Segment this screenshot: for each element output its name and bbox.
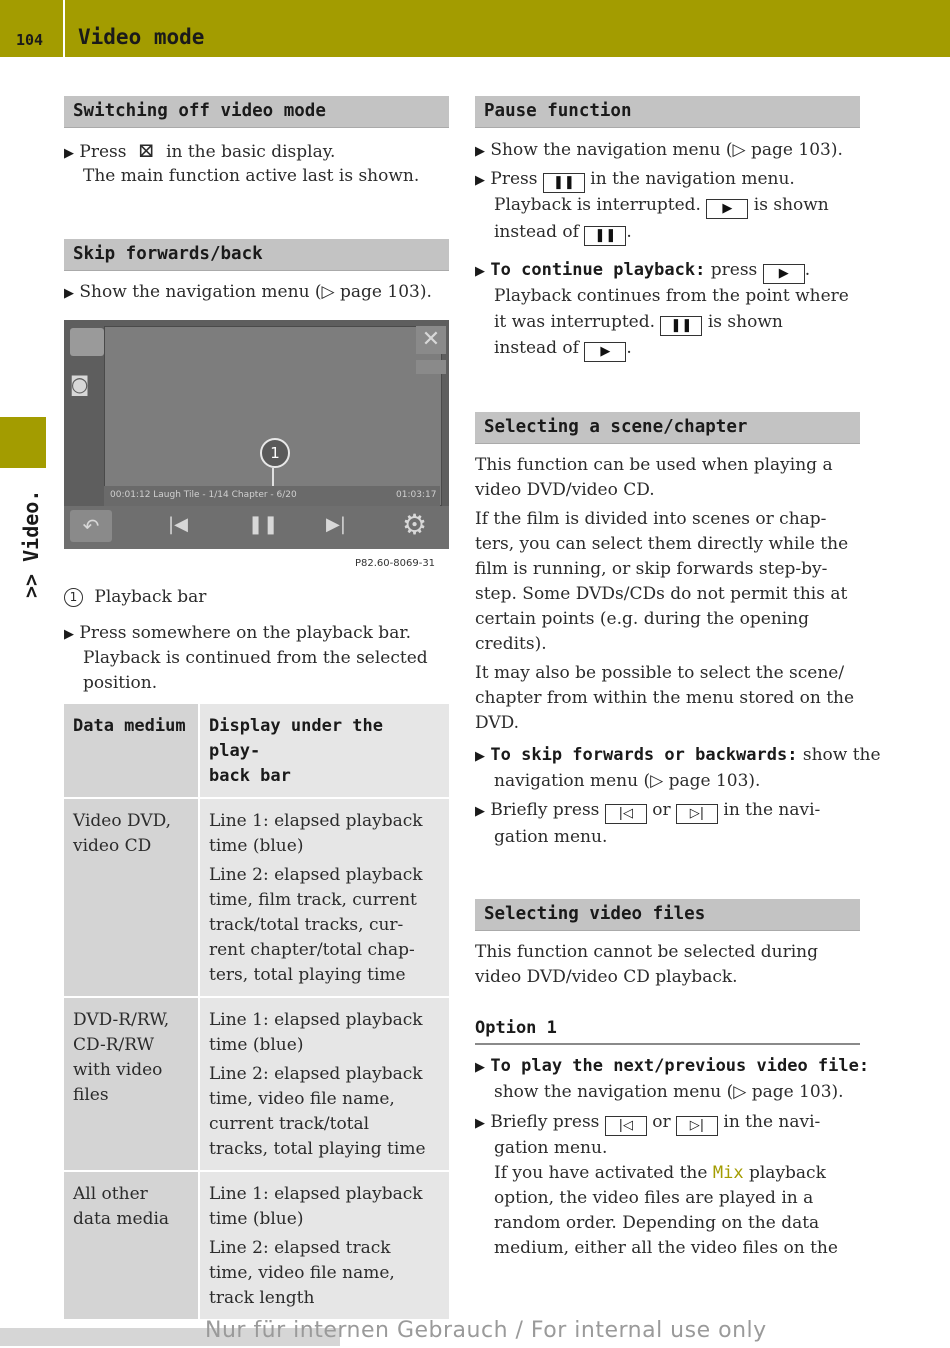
cell-paragraph [209, 863, 440, 988]
header-line: Display under the play- [209, 716, 383, 761]
files-step-1-cont: show the navigation menu (▷ page 103). [494, 1082, 844, 1102]
press-bar-result: Playback is continued from the selected [83, 648, 428, 668]
table-header-cell: Data medium [64, 704, 199, 798]
files-step-2-cont: medium, either all the video files on the [494, 1238, 838, 1258]
step-text: instead of [494, 338, 579, 358]
callout-number-icon: 1 [64, 588, 83, 607]
step-text: If you have activated the [494, 1163, 708, 1183]
scene-paragraph: certain points (e.g. during the opening [475, 609, 809, 629]
step-text: Press [79, 142, 127, 162]
section-heading-scene: Selecting a scene/chapter [475, 412, 860, 444]
bullet-triangle-icon: ▶ [475, 804, 485, 819]
pause-step-3-result: Playback continues from the point where [494, 286, 849, 306]
scene-paragraph: DVD. [475, 713, 520, 733]
option-divider [475, 1043, 860, 1045]
step-text: press [710, 260, 758, 280]
step-text: Playback is interrupted. [494, 195, 701, 215]
step-text: instead of [494, 222, 579, 242]
cell-line: files [73, 1085, 109, 1105]
switching-off-result: The main function active last is shown. [83, 166, 420, 186]
press-bar-step [64, 621, 411, 647]
table-header-row [64, 704, 449, 798]
table-cell-medium [64, 997, 199, 1171]
cell-paragraph [209, 1236, 440, 1311]
cell-line: Line 2: elapsed playback [209, 865, 423, 885]
table-cell-display [199, 1171, 449, 1320]
step-text: show the [802, 745, 881, 765]
scene-paragraph: step. Some DVDs/CDs do not permit this at [475, 584, 848, 604]
data-medium-table [64, 704, 449, 1321]
pause-step-2-result: instead of ❚❚ . [494, 220, 632, 246]
cell-paragraph [209, 1008, 440, 1058]
step-text: Press somewhere on the playback bar. [79, 623, 411, 643]
table-cell-display [199, 997, 449, 1171]
bullet-triangle-icon: ▶ [475, 1060, 485, 1075]
step-bold-label: To continue playback: [490, 260, 706, 280]
switching-off-step [64, 138, 335, 166]
skip-step [64, 280, 432, 306]
side-tab-label: >> Video. [19, 489, 43, 598]
cell-paragraph [209, 1182, 440, 1232]
step-text: in the navigation menu. [590, 169, 795, 189]
pause-step-2 [475, 167, 795, 193]
mix-option-label: Mix [712, 1163, 744, 1183]
play-key-icon: ▶ [706, 199, 748, 219]
step-text: Briefly press [490, 1112, 600, 1132]
scene-paragraph: It may also be possible to select the scene/ [475, 663, 845, 683]
pause-step-3-result: instead of ▶ . [494, 336, 632, 362]
figure-id: P82.60-8069-31 [355, 558, 436, 569]
callout-1: 1 [260, 438, 290, 468]
files-step-2 [475, 1110, 820, 1136]
table-cell-display [199, 798, 449, 997]
next-key-icon: ▷| [676, 1116, 718, 1136]
bullet-triangle-icon: ▶ [475, 144, 485, 159]
step-bold-label: To play the next/previous video file: [490, 1056, 870, 1076]
cell-line: Line 1: elapsed playback [209, 811, 423, 831]
step-text: playback [748, 1163, 826, 1183]
scene-paragraph: chapter from within the menu stored on the [475, 688, 855, 708]
table-row [64, 1171, 449, 1320]
step-text: or [652, 1112, 671, 1132]
cell-line: Line 1: elapsed playback [209, 1184, 423, 1204]
cell-line: ters, total playing time [209, 965, 406, 985]
scene-step-1 [475, 743, 881, 769]
settings-icon[interactable]: ⚙ [402, 508, 428, 541]
files-paragraph: video DVD/video CD playback. [475, 967, 738, 987]
pause-key-icon: ❚❚ [660, 316, 702, 336]
scene-paragraph: credits). [475, 634, 547, 654]
figure-caption [64, 585, 206, 610]
pause-icon[interactable]: ❚❚ [248, 514, 279, 535]
cell-line: track/total tracks, cur- [209, 915, 404, 935]
pause-step-2-result [494, 193, 829, 219]
cell-line: time, video file name, [209, 1089, 395, 1109]
bullet-triangle-icon: ▶ [475, 1116, 485, 1131]
scene-paragraph: ters, you can select them directly while the [475, 534, 849, 554]
bullet-triangle-icon: ▶ [475, 173, 485, 188]
pause-key-icon: ❚❚ [543, 173, 585, 193]
scene-paragraph: video DVD/video CD. [475, 480, 655, 500]
bullet-triangle-icon: ▶ [475, 749, 485, 764]
cell-line: track length [209, 1288, 315, 1308]
play-key-icon: ▶ [584, 342, 626, 362]
cell-line: time (blue) [209, 1035, 304, 1055]
files-step-2-cont: random order. Depending on the data [494, 1213, 820, 1233]
scene-paragraph: film is running, or skip forwards step-by- [475, 559, 828, 579]
table-row [64, 798, 449, 997]
step-text: Briefly press [490, 800, 600, 820]
files-step-2-cont: option, the video files are played in a [494, 1188, 814, 1208]
step-text: is shown [707, 312, 783, 332]
table-cell-medium [64, 1171, 199, 1320]
page-number: 104 [16, 31, 44, 49]
cell-line: Line 1: elapsed playback [209, 1010, 423, 1030]
return-icon[interactable]: ↶ [70, 510, 112, 542]
step-text: or [652, 800, 671, 820]
pause-step-1 [475, 138, 843, 164]
press-bar-result: position. [83, 673, 158, 693]
close-icon: ✕ [416, 326, 446, 354]
files-paragraph: This function cannot be selected during [475, 942, 818, 962]
cell-line: with video [73, 1060, 163, 1080]
option-heading: Option 1 [475, 1018, 557, 1038]
scene-step-1-cont: navigation menu (▷ page 103). [494, 771, 761, 791]
cell-line: All other [73, 1184, 148, 1204]
files-step-1 [475, 1054, 869, 1080]
previous-key-icon: |◁ [605, 804, 647, 824]
header-divider [63, 0, 65, 57]
pause-key-icon: ❚❚ [584, 226, 626, 246]
page-title: Video mode [78, 25, 205, 49]
bullet-triangle-icon: ▶ [64, 627, 74, 642]
table-row [64, 997, 449, 1171]
pause-step-3-result [494, 310, 783, 336]
cell-line: time (blue) [209, 1209, 304, 1229]
cell-paragraph [209, 809, 440, 859]
step-text: it was interrupted. [494, 312, 656, 332]
cell-line: data media [73, 1209, 170, 1229]
cell-paragraph [209, 1062, 440, 1162]
files-step-2-cont: gation menu. [494, 1138, 608, 1158]
previous-key-icon: |◁ [605, 1116, 647, 1136]
scene-paragraph: This function can be used when playing a [475, 455, 833, 475]
step-text: in the navi- [723, 1112, 821, 1132]
table-header-cell [199, 704, 449, 798]
status-left: 00:01:12 Laugh Tile - 1/14 Chapter - 6/20 [110, 490, 297, 500]
files-step-2-cont [494, 1161, 826, 1186]
cell-line: time (blue) [209, 836, 304, 856]
step-text: Press [490, 169, 538, 189]
step-text: is shown [753, 195, 829, 215]
cell-line: tracks, total playing time [209, 1139, 426, 1159]
header-line: back bar [209, 766, 291, 786]
step-text: in the basic display. [166, 142, 336, 162]
cell-line: Line 2: elapsed track [209, 1238, 391, 1258]
cell-line: video CD [73, 836, 152, 856]
table-cell-medium [64, 798, 199, 997]
camera-icon: ◙ [70, 372, 90, 396]
cell-line: Video DVD, [73, 811, 172, 831]
section-heading-switching-off: Switching off video mode [64, 96, 449, 128]
scene-paragraph: If the film is divided into scenes or chap- [475, 509, 827, 529]
skip-back-icon[interactable]: |◀ [168, 514, 188, 535]
cell-line: CD-R/RW [73, 1035, 155, 1055]
status-right: 01:03:17 [396, 490, 437, 500]
play-key-icon: ▶ [763, 264, 805, 284]
section-heading-files: Selecting video files [475, 899, 860, 931]
section-heading-skip: Skip forwards/back [64, 239, 449, 271]
step-bold-label: To skip forwards or backwards: [490, 745, 798, 765]
scene-step-2-cont: gation menu. [494, 827, 608, 847]
cell-line: current track/total [209, 1114, 370, 1134]
bullet-triangle-icon: ▶ [64, 146, 74, 161]
step-text: Show the navigation menu (▷ page 103). [490, 140, 843, 160]
bullet-triangle-icon: ▶ [64, 286, 74, 301]
film-icon [70, 328, 104, 356]
bullet-triangle-icon: ▶ [475, 264, 485, 279]
playback-screenshot [64, 320, 449, 549]
step-text: Show the navigation menu (▷ page 103). [79, 282, 432, 302]
scroll-indicator [416, 360, 446, 374]
skip-forward-icon[interactable]: ▶| [326, 514, 346, 535]
caption-text: Playback bar [94, 587, 207, 607]
step-text: in the navi- [723, 800, 821, 820]
cell-line: Line 2: elapsed playback [209, 1064, 423, 1084]
pause-step-3: ▶ To continue playback: press ▶ . [475, 258, 810, 284]
scene-step-2 [475, 798, 820, 824]
cell-line: rent chapter/total chap- [209, 940, 415, 960]
side-tab-marker [0, 417, 46, 468]
section-heading-pause: Pause function [475, 96, 860, 128]
cell-line: DVD-R/RW, [73, 1010, 170, 1030]
cell-line: time, video file name, [209, 1263, 395, 1283]
internal-use-watermark: Nur für internen Gebrauch / For internal use only [205, 1318, 767, 1343]
cell-line: time, film track, current [209, 890, 417, 910]
next-key-icon: ▷| [676, 804, 718, 824]
mute-key-icon: ⊠ [137, 138, 155, 162]
